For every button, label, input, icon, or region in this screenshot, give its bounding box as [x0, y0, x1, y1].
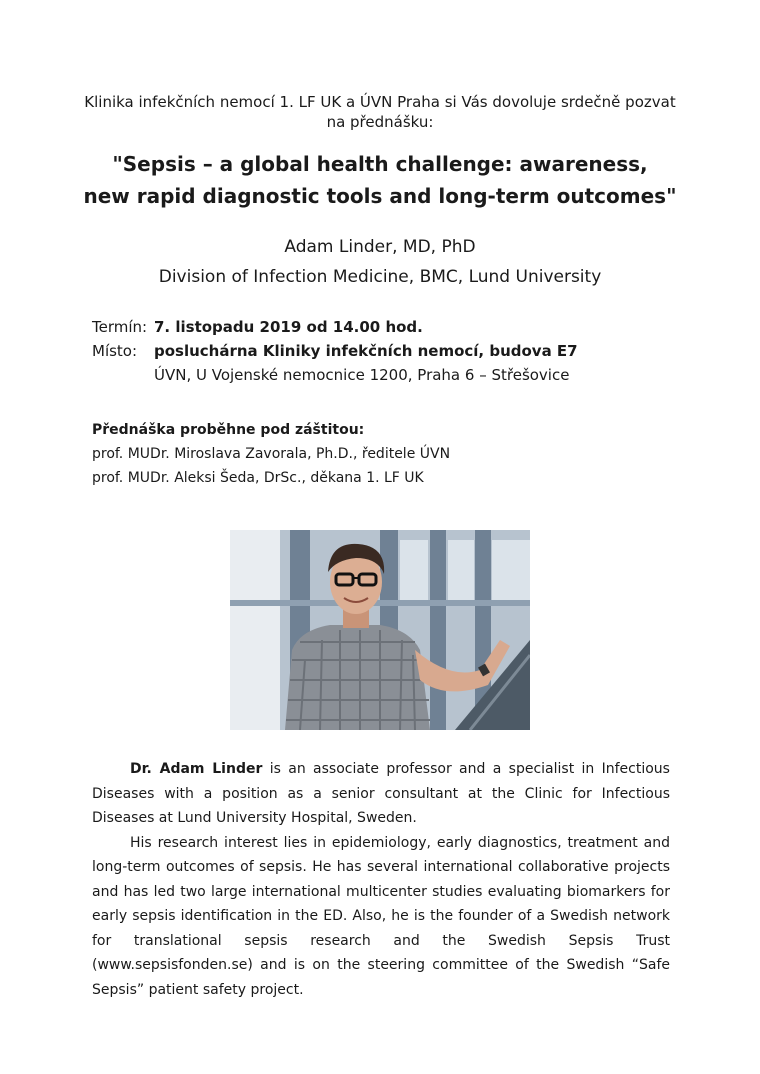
- invitation-intro: [60, 92, 700, 132]
- bio-name: Dr. Adam Linder: [130, 761, 263, 777]
- date-value: 7. listopadu 2019 od 14.00 hod.: [154, 318, 423, 336]
- place-label: Místo:: [92, 342, 138, 360]
- event-details: [92, 315, 692, 387]
- patronage-heading: Přednáška proběhne pod záštitou:: [92, 422, 365, 438]
- bio-paragraph-2: His research interest lies in epidemiology, early diagnostics, treatment and long-term outcomes of sepsis. He has several international collaborative projects and has led two large international multicenter studies evaluating biomarkers for early sepsis identification in the ED. Also, he is the founder of a Swedish network for translational sepsis research and the Swedish Sepsis Trust (www.sepsisfonden.se) and is on the steering committee of the Swedish “Safe Sepsis” patient safety project.: [92, 834, 670, 998]
- title-line-1: "Sepsis – a global health challenge: awareness,: [112, 152, 648, 176]
- speaker-photo-illustration: [230, 530, 530, 730]
- address-row: [92, 363, 692, 387]
- title-line-2: new rapid diagnostic tools and long-term outcomes": [83, 184, 677, 208]
- bio-p1-text: is an associate professor and a specialist in Infectious Diseases with a position as a senior consultant at the Clinic for Infectious Diseases at Lund University Hospital, Sweden.: [92, 761, 670, 826]
- place-value: posluchárna Kliniky infekčních nemocí, budova E7: [154, 342, 578, 360]
- date-row: [92, 315, 692, 339]
- date-label: Termín:: [92, 318, 148, 336]
- speaker-affiliation: Division of Infection Medicine, BMC, Lund University: [158, 267, 602, 287]
- speaker-photo: [230, 530, 530, 730]
- speaker-bio: [92, 757, 670, 1002]
- intro-line-2: na přednášku:: [326, 113, 434, 131]
- intro-line-1: Klinika infekčních nemocí 1. LF UK a ÚVN Praha si Vás dovoluje srdečně pozvat: [84, 93, 676, 111]
- patronage-block: [92, 418, 692, 490]
- patron-1: prof. MUDr. Miroslava Zavorala, Ph.D., ředitele ÚVN: [92, 446, 451, 462]
- speaker-name: Adam Linder, MD, PhD: [284, 237, 476, 257]
- patron-2: prof. MUDr. Aleksi Šeda, DrSc., děkana 1. LF UK: [92, 470, 424, 486]
- lecture-title: [40, 148, 720, 212]
- place-row: [92, 339, 692, 363]
- speaker-block: [40, 232, 720, 292]
- bio-paragraph-1: [92, 757, 670, 831]
- address-value: ÚVN, U Vojenské nemocnice 1200, Praha 6 – Střešovice: [154, 366, 570, 384]
